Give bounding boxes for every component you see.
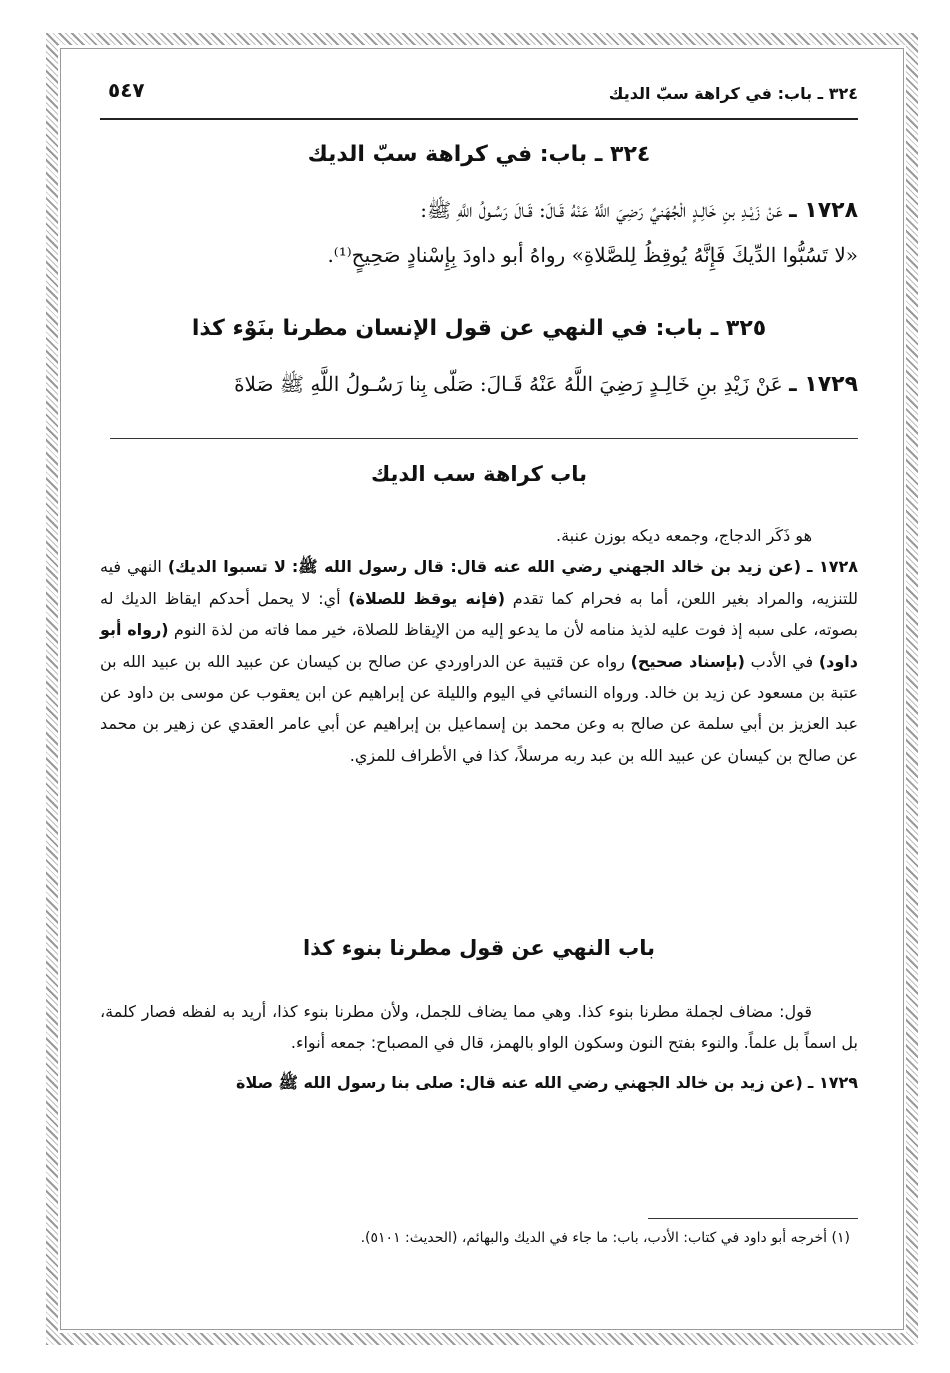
commentary-para-2-text-g: في الأدب bbox=[750, 651, 814, 671]
commentary-para-3: قول: مضاف لجملة مطرنا بنوء كذا. وهي مما يضاف للجمل، ولأن مطرنا بنوء كذا، أريد به لفظه فصار كلمة، بل اسماً بل علماً. والنوء بفتح النون وسكون الواو بالهمز، قال في المصباح: جمعه أنواء. bbox=[100, 1002, 858, 1053]
hadith-1728-number: ١٧٢٨ ـ bbox=[789, 198, 858, 223]
commentary-para-2-quote: (عن زيد بن خالد الجهني رضي الله عنه قال: قال رسول الله ﷺ: bbox=[291, 557, 802, 577]
hadith-1729-text1: عَنْ زَيْدِ بنِ خَالِـدٍ رَضِيَ اللَّهُ عَنْهُ قَـالَ: صَلّى بِنا رَسُـولُ اللَّهِ ﷺ صَلاةَ bbox=[234, 372, 783, 396]
commentary-para-4 bbox=[100, 1067, 858, 1098]
commentary-para-2 bbox=[100, 551, 858, 771]
commentary-title-1: باب كراهة سب الديك bbox=[370, 462, 588, 486]
commentary-section-2 bbox=[100, 996, 858, 1098]
running-header-chapter: ٣٢٤ ـ باب: في كراهة سبّ الديك bbox=[608, 84, 858, 103]
footnote-rule bbox=[648, 1218, 858, 1219]
book-page bbox=[100, 60, 858, 1300]
commentary-para-2-text-e: أي: لا يحمل أحدكم ايقاظ الديك له بصوته، على سبه إذ فوت عليه لذيذ منامه لأن ما يدعو إليه من الإيقاظ للصلاة، خير مما فاته من لذة النوم bbox=[100, 588, 859, 640]
hadith-1728 bbox=[100, 188, 858, 277]
page-number: ٥٤٧ bbox=[108, 78, 145, 102]
hadith-1728-text1: عَنْ زَيْـدِ بنِ خَالِـدٍ الْجُهَنيِّ رَضِيَ اللَّهُ عَنْهُ قَـالَ: قَـالَ رَسُـولُ اللَّهِ ﷺ: bbox=[420, 198, 783, 222]
matn-commentary-divider bbox=[110, 438, 858, 439]
hadith-1729-number: ١٧٢٩ ـ bbox=[789, 372, 858, 397]
commentary-para-2-quote-h: (بإسناد صحيح) bbox=[630, 651, 745, 671]
commentary-para-4-number: ١٧٢٩ ـ bbox=[807, 1072, 858, 1092]
commentary-para-1: هو ذَكَر الدجاج، وجمعه ديكه بوزن عنبة. bbox=[556, 526, 812, 545]
commentary-para-2-number: ١٧٢٨ ـ bbox=[807, 557, 858, 577]
footnote-1: (١) أخرجه أبو داود في كتاب: الأدب، باب: ما جاء في الديك والبهائم، (الحديث: ٥١٠١). bbox=[360, 1230, 850, 1246]
header-rule bbox=[100, 118, 858, 120]
chapter-title-325: ٣٢٥ ـ باب: في النهي عن قول الإنسان مطرنا بنَوْء كذا bbox=[191, 316, 767, 341]
chapter-title-324: ٣٢٤ ـ باب: في كراهة سبّ الديك bbox=[307, 142, 651, 167]
commentary-title-2: باب النهي عن قول مطرنا بنوء كذا bbox=[302, 936, 656, 960]
commentary-para-4-quote: (عن زيد بن خالد الجهني رضي الله عنه قال: صلى بنا رسول الله ﷺ صلاة bbox=[236, 1072, 803, 1092]
commentary-para-2-text-c: النهي فيه للتنزيه، والمراد بغير اللعن، أما به فحرام كما تقدم bbox=[100, 557, 859, 608]
commentary-para-2-text-i: رواه عن قتيبة عن الدراوردي عن صالح بن كيسان عن عبيد الله بن عبيد الله بن عتبة بن مسعود عن زيد بن خالد. ورواه النسائي في اليوم والليلة عن إبراهيم عن ابن يعقوب عن موسى بن داود عن عبد العزيز بن أبي سلمة عن صالح به وعن محمد بن إسماعيل بن إبراهيم عن أبي عامر العقدي عن زهير بن محمد عن صالح بن كيسان عن عبيد الله بن عبد ربه مرسلاً، كذا في الأطراف للمزي. bbox=[100, 651, 858, 765]
commentary-para-2-quote-f: (رواه أبو داود) bbox=[100, 620, 858, 671]
hadith-1729 bbox=[100, 362, 858, 407]
commentary-section-1 bbox=[100, 520, 858, 771]
commentary-para-2-quote-b: لا تسبوا الديك) bbox=[167, 557, 286, 577]
commentary-para-2-quote-d: (فإنه يوقظ للصلاة) bbox=[348, 588, 506, 608]
hadith-1728-line1 bbox=[100, 188, 858, 233]
hadith-1728-line2: «لا تَسُبُّوا الدِّيكَ فَإِنَّهُ يُوقِظُ لِلصَّلاةِ» رواهُ أبو داودَ بِإِسْنادٍ صَحِيحٍ⁽¹⁾. bbox=[327, 243, 858, 267]
running-header bbox=[100, 78, 858, 114]
